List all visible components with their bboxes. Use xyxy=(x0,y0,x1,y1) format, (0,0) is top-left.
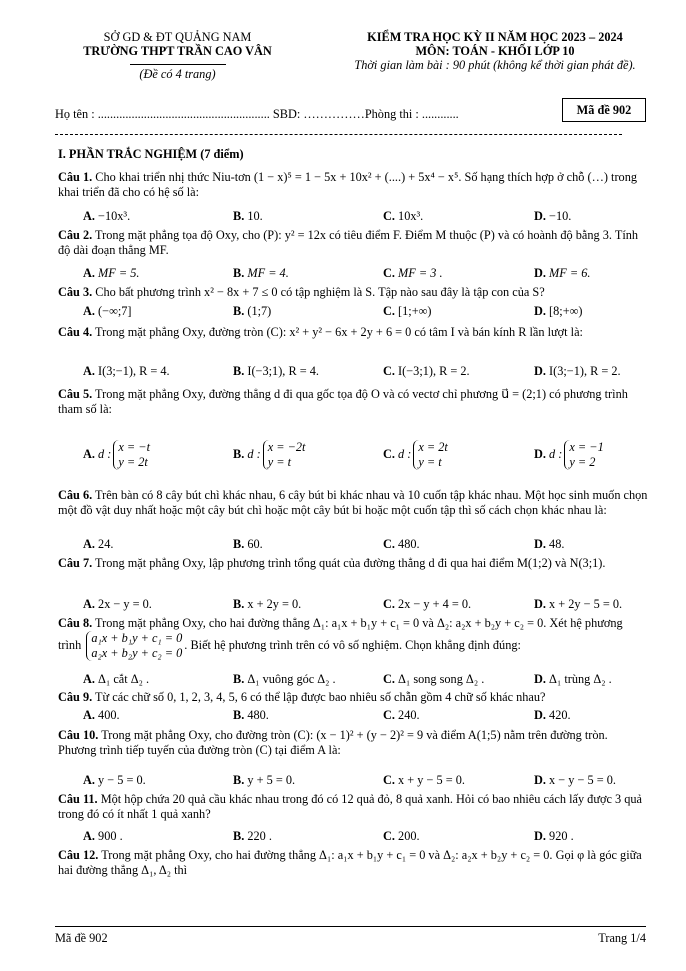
question-label: Câu 10. xyxy=(58,728,99,742)
option-key: D. xyxy=(534,829,546,843)
option-text: 10x³. xyxy=(398,209,424,223)
option-text: x + 2y − 5 = 0. xyxy=(549,597,623,611)
exam-time-note: Thời gian làm bài : 90 phút (không kể thời gian phát đề). xyxy=(354,58,636,72)
option-text: 60. xyxy=(247,537,263,551)
exam-subject: MÔN: TOÁN - KHỐI LỚP 10 xyxy=(415,44,575,58)
equation-system xyxy=(263,440,306,470)
option-b[interactable] xyxy=(233,537,263,552)
system-line-1: x = −t xyxy=(118,440,150,454)
header-divider xyxy=(130,64,226,65)
option-text: 920 . xyxy=(549,829,574,843)
option-a[interactable] xyxy=(83,597,152,612)
exam-title: KIỂM TRA HỌC KỲ II NĂM HỌC 2023 – 2024 xyxy=(367,30,623,44)
option-d[interactable] xyxy=(534,708,571,723)
question-11-options xyxy=(58,829,648,844)
option-text: 480. xyxy=(398,537,420,551)
option-key: A. xyxy=(83,829,95,843)
system-line-1: x = −1 xyxy=(569,440,604,454)
option-a[interactable] xyxy=(83,829,123,844)
option-c[interactable] xyxy=(383,209,423,224)
question-6 xyxy=(58,488,648,518)
question-label: Câu 11. xyxy=(58,792,98,806)
question-label: Câu 5. xyxy=(58,387,93,401)
option-text: MF = 3 . xyxy=(398,266,443,280)
question-1 xyxy=(58,170,648,200)
option-a[interactable] xyxy=(83,304,132,319)
student-info-line: Họ tên : ........................................................ SBD: ……………Phòng thi : ............ xyxy=(55,107,459,121)
option-c[interactable] xyxy=(383,440,450,470)
question-text: Trên bàn có 8 cây bút chì khác nhau, 6 cây bút bi khác nhau và 10 cuốn tập khác nhau. Một học sinh muốn chọn một đồ vật duy nhất hoặc một cây bút chì hoặc một cây bút bi hoặc một cuốn tập thì số cách chọn khác nhau là: xyxy=(58,488,648,517)
option-b[interactable] xyxy=(233,708,269,723)
option-text: [1;+∞) xyxy=(398,304,432,318)
option-c[interactable] xyxy=(383,597,471,612)
option-text: Δ₁ song song Δ₂ . xyxy=(398,672,485,686)
question-text: Trong mặt phẳng Oxy, lập phương trình tổng quát của đường thẳng d đi qua hai điểm M(1;2) và N(3;1). xyxy=(95,556,606,570)
question-7-options xyxy=(58,597,648,612)
page-footer xyxy=(55,926,646,945)
option-c[interactable] xyxy=(383,708,420,723)
option-text: MF = 4. xyxy=(247,266,289,280)
option-prefix: d : xyxy=(398,446,412,461)
option-key: C. xyxy=(383,304,395,318)
option-b[interactable] xyxy=(233,829,272,844)
option-c[interactable] xyxy=(383,672,484,687)
question-9-options xyxy=(58,708,648,723)
option-key: C. xyxy=(383,537,395,551)
school-block xyxy=(55,30,300,81)
option-key: A. xyxy=(83,446,95,461)
school-name: TRƯỜNG THPT TRẦN CAO VÂN xyxy=(83,44,272,58)
question-12 xyxy=(58,848,648,878)
option-text: 240. xyxy=(398,708,420,722)
question-2 xyxy=(58,228,648,258)
question-5 xyxy=(58,387,648,417)
question-9 xyxy=(58,690,648,705)
option-key: B. xyxy=(233,266,245,280)
student-info-row xyxy=(55,102,646,126)
option-text: I(−3;1), R = 4. xyxy=(247,364,319,378)
question-8 xyxy=(58,616,648,661)
question-2-options xyxy=(58,266,648,281)
option-key: A. xyxy=(83,364,95,378)
option-text: I(−3;1), R = 2. xyxy=(398,364,470,378)
option-key: A. xyxy=(83,266,95,280)
option-key: A. xyxy=(83,304,95,318)
option-text: 400. xyxy=(98,708,120,722)
option-d[interactable] xyxy=(534,672,612,687)
option-text: y + 5 = 0. xyxy=(247,773,296,787)
option-text: MF = 6. xyxy=(549,266,591,280)
question-10-options xyxy=(58,773,648,788)
option-a[interactable] xyxy=(83,672,149,687)
option-text: 200. xyxy=(398,829,420,843)
option-text: MF = 5. xyxy=(98,266,140,280)
footer-page-number: Trang 1/4 xyxy=(598,931,646,945)
question-3 xyxy=(58,285,648,300)
system-line-2: y = t xyxy=(267,455,292,469)
question-text: Một hộp chứa 20 quả cầu khác nhau trong đó có 12 quả đỏ, 8 quả xanh. Hỏi có bao nhiêu cách lấy được 3 quả trong đó có ít nhất 1 quả xanh? xyxy=(58,792,642,821)
question-3-options xyxy=(58,304,648,319)
question-text: Cho khai triển nhị thức Niu-tơn (1 − x)⁵ = 1 − 5x + 10x² + (....) + 5x⁴ − x⁵. Số hạng thích hợp ở chỗ (…) trong khai triển đã cho có hệ số là: xyxy=(58,170,637,199)
option-text: [8;+∞) xyxy=(549,304,583,318)
option-key: D. xyxy=(534,446,546,461)
option-prefix: d : xyxy=(247,446,261,461)
option-key: D. xyxy=(534,672,546,686)
option-key: C. xyxy=(383,597,395,611)
option-text: I(3;−1), R = 4. xyxy=(98,364,170,378)
department-name: SỞ GD & ĐT QUẢNG NAM xyxy=(103,30,252,44)
option-text: 220 . xyxy=(247,829,272,843)
option-b[interactable] xyxy=(233,209,263,224)
option-text: 420. xyxy=(549,708,571,722)
option-key: C. xyxy=(383,364,395,378)
option-b[interactable] xyxy=(233,773,295,788)
option-text: 2x − y + 4 = 0. xyxy=(398,597,472,611)
option-a[interactable] xyxy=(83,537,113,552)
option-text: 48. xyxy=(549,537,565,551)
option-key: B. xyxy=(233,829,245,843)
option-key: D. xyxy=(534,708,546,722)
system-line-2: a₂x + b₂y + c₂ = 0 xyxy=(91,646,183,660)
option-a[interactable] xyxy=(83,209,130,224)
question-text: Trong mặt phẳng tọa độ Oxy, cho (P): y² = 12x có tiêu điểm F. Điểm M thuộc (P) và có hoành độ bằng 3. Tính độ dài đoạn thẳng MF. xyxy=(58,228,639,257)
system-line-1: x = −2t xyxy=(267,440,306,454)
footer-exam-code: Mã đề 902 xyxy=(55,931,108,945)
option-key: C. xyxy=(383,773,395,787)
option-text: 2x − y = 0. xyxy=(98,597,152,611)
question-label: Câu 7. xyxy=(58,556,93,570)
option-key: D. xyxy=(534,597,546,611)
option-text: 900 . xyxy=(98,829,123,843)
question-label: Câu 12. xyxy=(58,848,99,862)
question-8-options xyxy=(58,672,648,687)
option-key: B. xyxy=(233,537,245,551)
option-text: −10. xyxy=(549,209,572,223)
option-text: 480. xyxy=(247,708,269,722)
option-b[interactable] xyxy=(233,597,301,612)
question-text: Trong mặt phẳng Oxy, đường tròn (C): x² + y² − 6x + 2y + 6 = 0 có tâm I và bán kính R lần lượt là: xyxy=(95,325,583,339)
option-key: A. xyxy=(83,537,95,551)
option-b[interactable] xyxy=(233,266,289,281)
dashed-separator xyxy=(55,134,622,135)
option-text: y − 5 = 0. xyxy=(98,773,146,787)
option-key: A. xyxy=(83,209,95,223)
question-text: Từ các chữ số 0, 1, 2, 3, 4, 5, 6 có thể lập được bao nhiêu số chẵn gồm 4 chữ số khác nhau? xyxy=(95,690,546,704)
option-d[interactable] xyxy=(534,829,574,844)
question-6-options xyxy=(58,537,648,552)
system-line-1: a₁x + b₁y + c₁ = 0 xyxy=(91,631,183,645)
option-b[interactable] xyxy=(233,304,271,319)
option-d[interactable] xyxy=(534,440,606,470)
option-key: B. xyxy=(233,364,245,378)
question-label: Câu 8. xyxy=(58,616,93,630)
option-d[interactable] xyxy=(534,773,616,788)
exam-title-block xyxy=(325,30,665,72)
equation-system xyxy=(86,631,182,661)
equation-system xyxy=(413,440,447,470)
option-key: B. xyxy=(233,708,245,722)
option-key: D. xyxy=(534,304,546,318)
question-text: Trong mặt phẳng Oxy, đường thẳng d đi qua gốc tọa độ O và có vectơ chỉ phương u⃗ = (2;1) có phương trình tham số là: xyxy=(58,387,628,416)
section-title: I. PHẦN TRẮC NGHIỆM (7 điểm) xyxy=(58,147,244,161)
question-1-options xyxy=(58,209,648,224)
option-key: C. xyxy=(383,672,395,686)
option-a[interactable] xyxy=(83,440,152,470)
option-text: (1;7) xyxy=(247,304,272,318)
question-11 xyxy=(58,792,648,822)
option-a[interactable] xyxy=(83,364,170,379)
question-text: Trong mặt phẳng Oxy, cho đường tròn (C): (x − 1)² + (y − 2)² = 9 và điểm A(1;5) nằm trên đường tròn. Phương trình tiếp tuyến của đường tròn (C) tại điểm A là: xyxy=(58,728,608,757)
question-label: Câu 9. xyxy=(58,690,93,704)
option-key: D. xyxy=(534,209,546,223)
option-a[interactable] xyxy=(83,708,120,723)
question-label: Câu 2. xyxy=(58,228,93,242)
option-prefix: d : xyxy=(549,446,563,461)
option-key: C. xyxy=(383,209,395,223)
option-key: B. xyxy=(233,672,245,686)
option-key: A. xyxy=(83,672,95,686)
option-c[interactable] xyxy=(383,266,443,281)
question-4-options xyxy=(58,364,648,379)
equation-system xyxy=(564,440,603,470)
system-line-1: x = 2t xyxy=(418,440,448,454)
question-label: Câu 3. xyxy=(58,285,93,299)
option-d[interactable] xyxy=(534,364,621,379)
exam-code-box: Mã đề 902 xyxy=(562,98,646,122)
option-key: D. xyxy=(534,266,546,280)
option-b[interactable] xyxy=(233,672,336,687)
system-line-2: y = 2 xyxy=(569,455,596,469)
option-d[interactable] xyxy=(534,266,590,281)
option-key: B. xyxy=(233,209,245,223)
exam-header xyxy=(55,30,646,100)
question-label: Câu 4. xyxy=(58,325,93,339)
option-b[interactable] xyxy=(233,440,307,470)
option-text: x − y − 5 = 0. xyxy=(549,773,616,787)
question-5-options xyxy=(58,440,648,474)
option-a[interactable] xyxy=(83,266,139,281)
option-key: D. xyxy=(534,364,546,378)
option-key: C. xyxy=(383,829,395,843)
option-text: Δ₁ trùng Δ₂ . xyxy=(549,672,612,686)
question-text: Trong mặt phẳng Oxy, cho hai đường thẳng Δ₁: a₁x + b₁y + c₁ = 0 và Δ₂: a₂x + b₂y + c₂ = 0. Gọi φ là góc giữa hai đường thẳng Δ₁, Δ₂ thì xyxy=(58,848,642,877)
option-c[interactable] xyxy=(383,773,465,788)
option-b[interactable] xyxy=(233,364,319,379)
option-key: B. xyxy=(233,446,245,461)
question-label: Câu 6. xyxy=(58,488,93,502)
question-text-after: . Biết hệ phương trình trên có vô số nghiệm. Chọn khẳng định đúng: xyxy=(184,637,521,652)
option-key: C. xyxy=(383,446,395,461)
option-key: D. xyxy=(534,773,546,787)
option-text: x + y − 5 = 0. xyxy=(398,773,465,787)
option-key: B. xyxy=(233,304,245,318)
question-7 xyxy=(58,556,648,571)
question-4 xyxy=(58,325,648,340)
question-text: Cho bất phương trình x² − 8x + 7 ≤ 0 có tập nghiệm là S. Tập nào sau đây là tập con của S? xyxy=(95,285,545,299)
system-line-2: y = 2t xyxy=(118,455,148,469)
question-10 xyxy=(58,728,648,758)
option-a[interactable] xyxy=(83,773,146,788)
option-d[interactable] xyxy=(534,304,583,319)
option-key: B. xyxy=(233,773,245,787)
option-text: x + 2y = 0. xyxy=(247,597,302,611)
option-c[interactable] xyxy=(383,304,432,319)
pages-note: (Đề có 4 trang) xyxy=(139,67,216,81)
option-key: A. xyxy=(83,708,95,722)
option-c[interactable] xyxy=(383,829,420,844)
equation-system xyxy=(113,440,150,470)
option-d[interactable] xyxy=(534,209,571,224)
system-line-2: y = t xyxy=(418,455,442,469)
option-key: A. xyxy=(83,773,95,787)
option-text: (−∞;7] xyxy=(98,304,132,318)
option-text: Δ₁ cắt Δ₂ . xyxy=(98,672,150,686)
option-text: Δ₁ vuông góc Δ₂ . xyxy=(247,672,336,686)
option-key: C. xyxy=(383,708,395,722)
option-c[interactable] xyxy=(383,364,470,379)
question-label: Câu 1. xyxy=(58,170,93,184)
option-key: A. xyxy=(83,597,95,611)
option-text: 24. xyxy=(98,537,114,551)
option-text: −10x³. xyxy=(98,209,131,223)
question-text: Trong mặt phẳng Oxy, cho hai đường thẳng Δ₁: a₁x + b₁y + c₁ = 0 và Δ₂: a₂x + b₂y + c₂ = 0. Xét hệ phương trình xyxy=(58,616,623,652)
option-text: 10. xyxy=(247,209,263,223)
option-key: C. xyxy=(383,266,395,280)
option-d[interactable] xyxy=(534,537,564,552)
option-prefix: d : xyxy=(98,446,112,461)
option-d[interactable] xyxy=(534,597,622,612)
option-key: D. xyxy=(534,537,546,551)
option-c[interactable] xyxy=(383,537,420,552)
option-text: I(3;−1), R = 2. xyxy=(549,364,621,378)
option-key: B. xyxy=(233,597,245,611)
